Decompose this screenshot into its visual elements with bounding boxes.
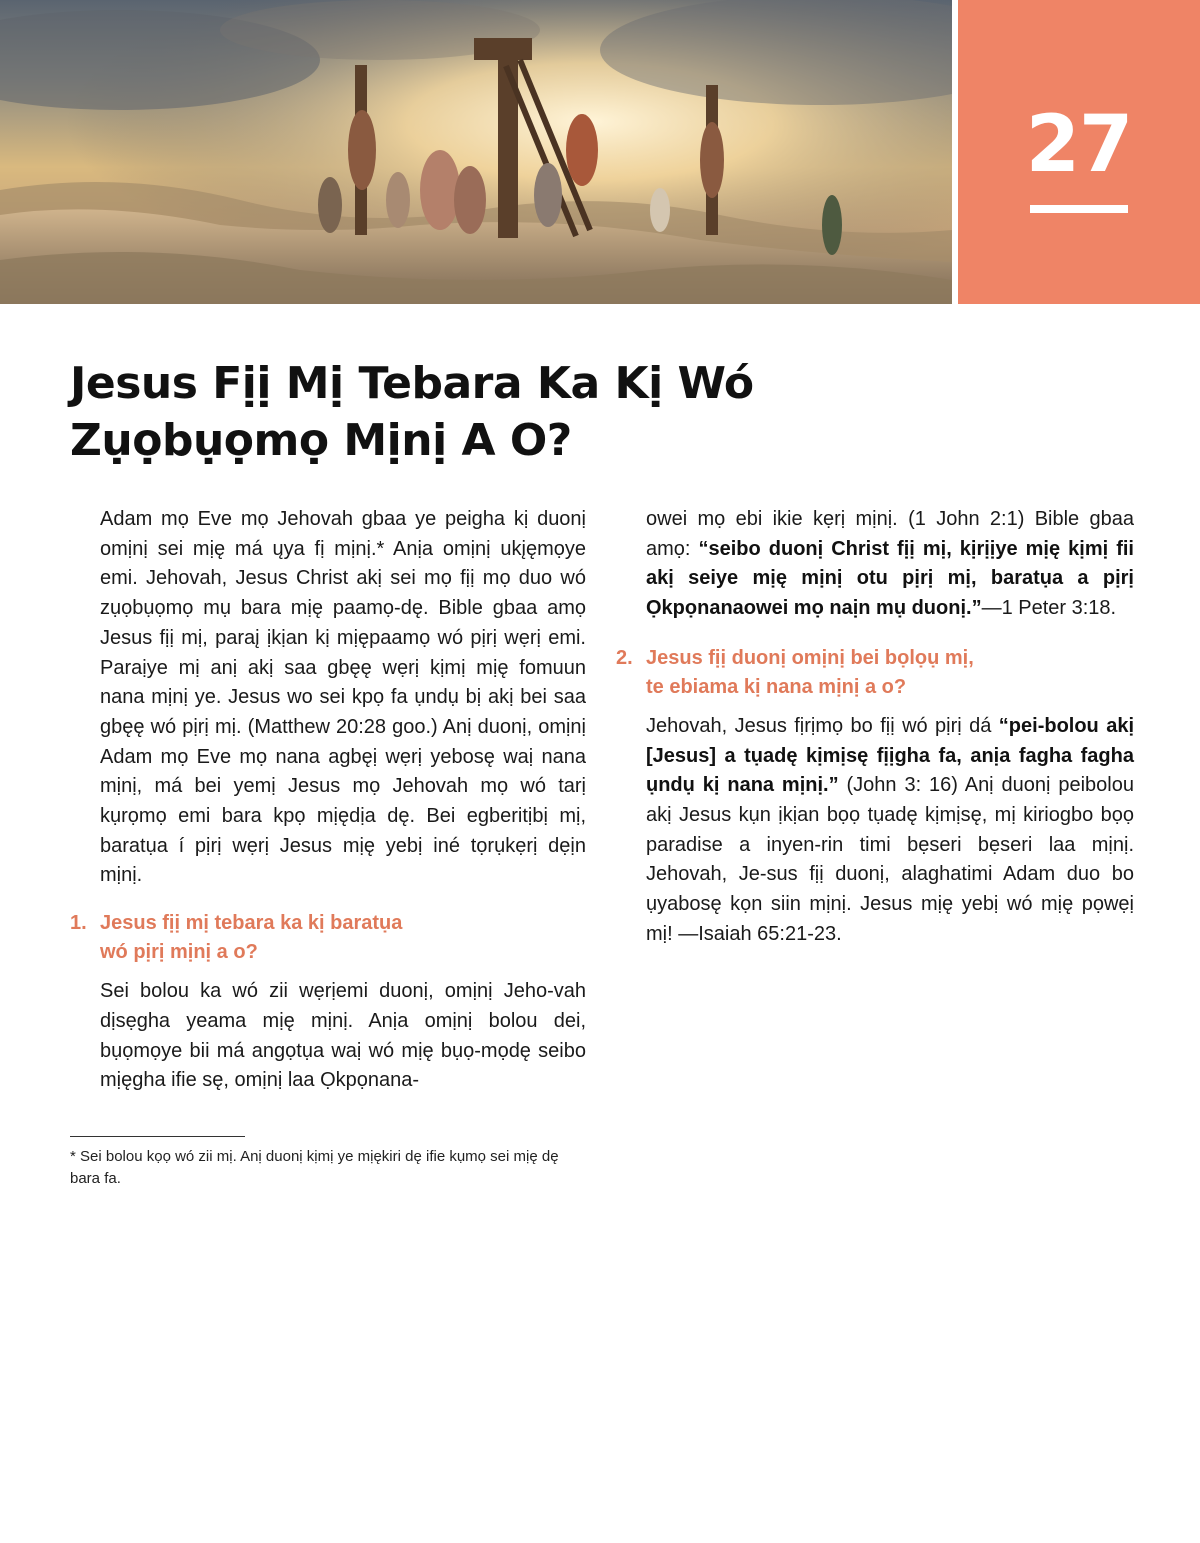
question-1-line-1: Jesus fịị mị tebara ka kị baratụa bbox=[100, 912, 403, 935]
intro-paragraph bbox=[100, 505, 586, 891]
page-title bbox=[70, 355, 890, 469]
answer-1-continued bbox=[646, 505, 1134, 624]
answer-2-scripture-quote: “pei-bolou akị [Jesus] a tụadę kịmịsę fịịgha fa, anịa fagha fagha ụndụ kị nana mịnị.” bbox=[646, 714, 1134, 797]
footnote-divider bbox=[70, 1136, 245, 1137]
answer-1-paragraph: Sei bolou ka wó zii wẹrịemi duonị, omịnị Jeho-vah dịsẹgha yeama mịę mịnị. Anịa omịnị bolou dei, bụọmọye bii má angọtụa waị wó mịę bụọ-mọdę seibo mịęgha ifie sę, omịnị laa Ọkpọnana- bbox=[100, 980, 586, 1092]
footnote-mark: * bbox=[376, 537, 385, 560]
intro-text-b: Anịa omịnị ukįęmọye emi. Jehovah, Jesus Christ akị sei mọ fịị mọ duo wó zụọbụọmọ mụ bara mịę paamọ-dę. Bible gbaa amọ Jesus fịị mị, paraį ịkịan kị mịępaamọ wó pịrị wẹrị emi. Paraịye mị anị akị saa gbęę wẹrị kịmị mịę fomuun nana mịnị ye. Jesus wo sei kpọ fa ụndụ bị akị bei saa gbęę wó pịrị mị. (Matthew 20:28 goo.) Anị duonị, omịnị Adam mọ Eve mọ nana agbęị wẹrị yebosę waị nana mịnị, má bei yemị Jesus mọ Jehovah mọ wó tarị kụrọmọ emi bara kpọ mịędịa dę. Bei egberitịbị mị, baratụa í pịrị wẹrị Jesus mịę yebị iné tọrụkẹrị dẹịn mịnị. bbox=[100, 537, 587, 887]
answer-2-paragraph bbox=[646, 712, 1134, 950]
answer-1-text: owei mọ ebi ikie kẹrị mịnị. (1 John 2:1) Bible gbaa amọ: bbox=[646, 508, 1134, 560]
question-2-line-2: te ebiama kị nana mịnị a o? bbox=[646, 675, 907, 698]
left-column bbox=[70, 505, 587, 1096]
answer-1-reference: —1 Peter 3:18. bbox=[981, 597, 1117, 620]
question-1 bbox=[70, 909, 586, 967]
question-2 bbox=[616, 644, 1134, 702]
lesson-number: 27 bbox=[1025, 100, 1133, 190]
question-2-line-1: Jesus fịị duonị omịnị bei bọlọụ mị, bbox=[646, 646, 974, 669]
footnote: * Sei bolou kọọ wó zii mị. Anị duonị kịmị ye mịękiri dę ifie kụmọ sei mịę dę bara fa. bbox=[70, 1148, 559, 1187]
title-line-2: Zụọbụọmọ Mịnị A O? bbox=[70, 415, 572, 466]
answer-2-text-b: (John 3: 16) Anị duonị peibolou akị Jesus kụn ịkịan bọọ tụadę kịmịsę, mị kiriogbo bọọ paradise a inyen-rin timi bẹseri bẹseri laa mịnị. Jehovah, Je-sus fịị duonị, alaghatimi Adam duo bo ụyabosę kọn siin mịnị. Jesus mịę yebị wó mịę pọwẹị mị! —Isaiah 65:21-23. bbox=[646, 774, 1134, 945]
lesson-number-underline bbox=[1030, 205, 1128, 213]
title-line-1: Jesus Fịị Mị Tebara Ka Kị Wó bbox=[70, 358, 754, 409]
right-column bbox=[616, 505, 1134, 949]
answer-2-text-a: Jehovah, Jesus fịrịmọ bo fịị wó pịrị dá bbox=[646, 714, 999, 737]
question-1-number: 1. bbox=[70, 912, 87, 935]
hero-illustration bbox=[0, 0, 952, 304]
answer-1-scripture-quote: “seibo duonị Christ fịị mị, kịrịịye mịę kịmị fii akị seiye mịę mịnị otu pịrị mị, baratụa a pịrị Ọkpọnanaowei mọ naịn mụ duonị.” bbox=[646, 537, 1134, 620]
lesson-number-box bbox=[958, 0, 1200, 304]
question-1-line-2: wó pịrị mịnị a o? bbox=[100, 941, 258, 964]
intro-text-a: Adam mọ Eve mọ Jehovah gbaa ye peigha kị duonị omịnị sei mịę má ųya fị mịnị. bbox=[100, 508, 586, 560]
question-2-number: 2. bbox=[616, 646, 633, 669]
